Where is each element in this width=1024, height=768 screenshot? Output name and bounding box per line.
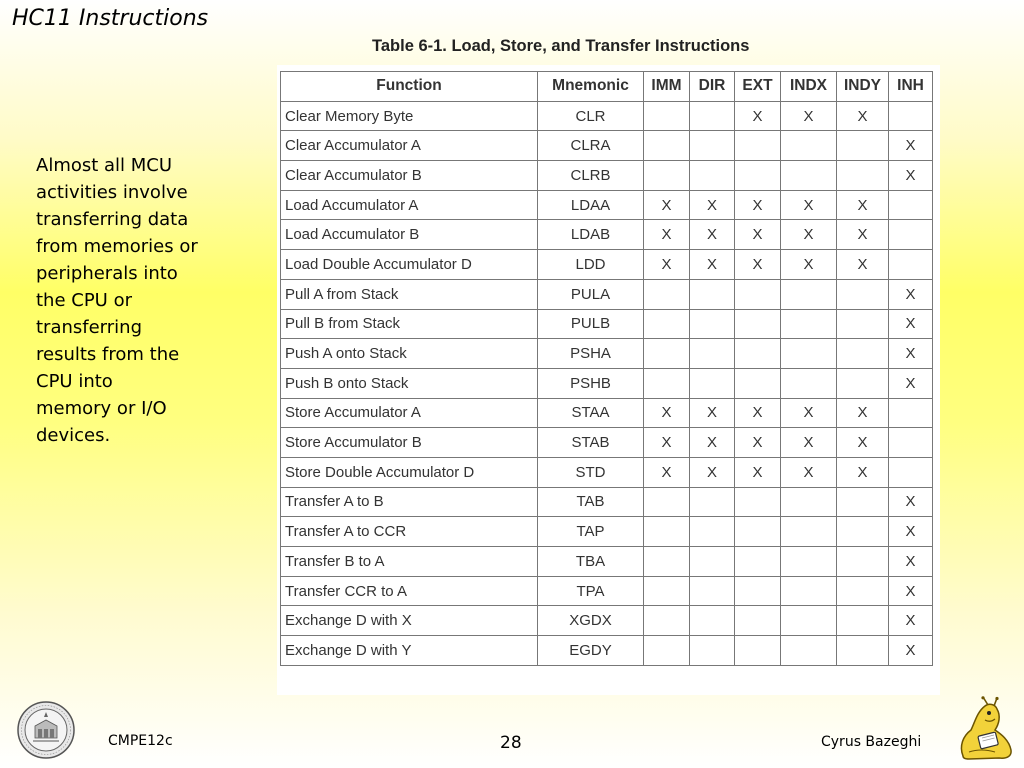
cell-mode-ext [735,517,781,547]
cell-mnemonic: EGDY [538,636,644,666]
table-header-row [281,72,933,102]
cell-mode-indx [781,161,837,191]
cell-mode-inh: X [889,487,933,517]
cell-mode-indx: X [781,428,837,458]
column-header-function: Function [281,72,538,102]
cell-mode-imm [644,576,690,606]
cell-mode-indx [781,279,837,309]
cell-mode-imm [644,279,690,309]
cell-mode-ext [735,279,781,309]
cell-mode-imm [644,606,690,636]
cell-mode-dir: X [690,428,735,458]
cell-mode-dir [690,279,735,309]
cell-mode-ext: X [735,428,781,458]
banana-slug-mascot-icon [955,696,1017,762]
table-row [281,161,933,191]
cell-mnemonic: LDAB [538,220,644,250]
cell-mode-imm: X [644,190,690,220]
footer-author: Cyrus Bazeghi [821,734,922,750]
cell-mode-inh: X [889,161,933,191]
cell-mode-ext [735,161,781,191]
table-row [281,250,933,280]
cell-mode-inh [889,428,933,458]
cell-mode-ext: X [735,101,781,131]
cell-function: Store Accumulator B [281,428,538,458]
cell-mnemonic: LDD [538,250,644,280]
university-seal-icon [16,700,76,760]
cell-mode-dir: X [690,250,735,280]
cell-mode-imm: X [644,250,690,280]
cell-mode-indx: X [781,190,837,220]
table-row [281,101,933,131]
cell-mode-indy [837,161,889,191]
cell-function: Transfer A to CCR [281,517,538,547]
cell-function: Transfer A to B [281,487,538,517]
cell-function: Transfer B to A [281,547,538,577]
footer-course: CMPE12c [108,733,173,749]
table-row [281,279,933,309]
cell-mode-dir [690,309,735,339]
cell-mode-imm [644,487,690,517]
cell-mode-imm [644,547,690,577]
cell-mode-indy [837,279,889,309]
cell-mode-inh [889,101,933,131]
cell-mode-inh: X [889,547,933,577]
table-row [281,220,933,250]
cell-mode-indy: X [837,428,889,458]
cell-mode-inh: X [889,606,933,636]
cell-mode-imm [644,309,690,339]
cell-mode-inh: X [889,279,933,309]
cell-mode-indx [781,309,837,339]
cell-mode-dir [690,339,735,369]
cell-mode-dir [690,606,735,636]
cell-mode-indy [837,547,889,577]
cell-mode-indx [781,636,837,666]
cell-mode-inh: X [889,339,933,369]
cell-mnemonic: CLRB [538,161,644,191]
cell-mode-ext [735,309,781,339]
cell-mode-ext [735,131,781,161]
cell-mode-dir: X [690,190,735,220]
cell-mode-indx [781,368,837,398]
cell-mnemonic: STAB [538,428,644,458]
cell-mode-indx: X [781,250,837,280]
cell-mode-inh: X [889,309,933,339]
cell-mnemonic: STD [538,457,644,487]
instruction-table [280,71,933,666]
cell-mode-imm [644,339,690,369]
cell-mode-inh [889,457,933,487]
cell-mode-indy: X [837,101,889,131]
cell-mode-imm [644,636,690,666]
cell-mode-indy [837,487,889,517]
cell-mode-indx: X [781,220,837,250]
cell-mode-dir [690,131,735,161]
cell-mnemonic: TAP [538,517,644,547]
cell-function: Push A onto Stack [281,339,538,369]
cell-function: Clear Accumulator B [281,161,538,191]
cell-mode-ext: X [735,190,781,220]
cell-function: Load Accumulator A [281,190,538,220]
column-header-mnemonic: Mnemonic [538,72,644,102]
cell-mode-indy: X [837,250,889,280]
cell-mode-ext: X [735,398,781,428]
cell-mode-indy [837,339,889,369]
table-row [281,636,933,666]
cell-mode-indy [837,309,889,339]
cell-function: Exchange D with X [281,606,538,636]
cell-mode-indx [781,606,837,636]
cell-function: Store Double Accumulator D [281,457,538,487]
column-header-dir: DIR [690,72,735,102]
cell-mode-dir: X [690,457,735,487]
table-row [281,398,933,428]
cell-mnemonic: PULA [538,279,644,309]
cell-mode-inh: X [889,368,933,398]
cell-mode-dir [690,161,735,191]
cell-mode-indx [781,576,837,606]
cell-mode-indx [781,517,837,547]
column-header-indy: INDY [837,72,889,102]
table-row [281,576,933,606]
cell-function: Exchange D with Y [281,636,538,666]
cell-mode-inh: X [889,517,933,547]
cell-function: Transfer CCR to A [281,576,538,606]
table-caption: Table 6-1. Load, Store, and Transfer Instructions [372,37,750,55]
cell-mnemonic: PSHA [538,339,644,369]
cell-mode-indy: X [837,220,889,250]
cell-mnemonic: CLR [538,101,644,131]
cell-mode-imm [644,101,690,131]
cell-function: Pull B from Stack [281,309,538,339]
cell-mode-ext [735,576,781,606]
cell-mode-inh: X [889,131,933,161]
cell-mode-indy [837,131,889,161]
cell-mode-ext [735,487,781,517]
table-row [281,368,933,398]
cell-mnemonic: XGDX [538,606,644,636]
cell-mode-indx: X [781,398,837,428]
table-row [281,517,933,547]
cell-mode-indy: X [837,190,889,220]
cell-mode-inh [889,220,933,250]
cell-mnemonic: STAA [538,398,644,428]
cell-mnemonic: LDAA [538,190,644,220]
cell-mode-inh: X [889,576,933,606]
cell-function: Load Accumulator B [281,220,538,250]
cell-mnemonic: TAB [538,487,644,517]
cell-mnemonic: PULB [538,309,644,339]
table-row [281,487,933,517]
cell-mode-imm [644,131,690,161]
cell-mnemonic: PSHB [538,368,644,398]
page-number: 28 [500,733,522,753]
cell-mode-imm [644,368,690,398]
cell-mode-indy [837,606,889,636]
cell-mode-imm: X [644,457,690,487]
column-header-ext: EXT [735,72,781,102]
cell-mnemonic: TBA [538,547,644,577]
cell-mode-dir: X [690,398,735,428]
table-row [281,339,933,369]
cell-mode-dir [690,517,735,547]
cell-mode-imm: X [644,398,690,428]
cell-mode-indy [837,576,889,606]
slide-title: HC11 Instructions [12,6,209,31]
table-body [281,101,933,665]
cell-function: Push B onto Stack [281,368,538,398]
cell-function: Load Double Accumulator D [281,250,538,280]
cell-mode-dir [690,101,735,131]
cell-mode-dir [690,576,735,606]
cell-mode-ext [735,368,781,398]
table-row [281,309,933,339]
cell-mode-indx: X [781,101,837,131]
cell-function: Clear Accumulator A [281,131,538,161]
cell-mode-ext: X [735,220,781,250]
cell-mode-ext [735,636,781,666]
cell-mode-indy [837,636,889,666]
column-header-inh: INH [889,72,933,102]
cell-mode-inh: X [889,636,933,666]
cell-mode-dir: X [690,220,735,250]
cell-mnemonic: CLRA [538,131,644,161]
cell-mode-indx [781,131,837,161]
cell-mode-dir [690,636,735,666]
cell-mode-indx [781,547,837,577]
table-row [281,428,933,458]
cell-mode-inh [889,398,933,428]
cell-function: Store Accumulator A [281,398,538,428]
cell-mode-indx: X [781,457,837,487]
column-header-indx: INDX [781,72,837,102]
cell-function: Clear Memory Byte [281,101,538,131]
cell-mode-indx [781,339,837,369]
table-row [281,547,933,577]
cell-mode-imm [644,517,690,547]
table-row [281,190,933,220]
table-row [281,606,933,636]
cell-mode-ext [735,606,781,636]
cell-mnemonic: TPA [538,576,644,606]
cell-mode-inh [889,190,933,220]
cell-mode-indy: X [837,457,889,487]
cell-mode-dir [690,368,735,398]
cell-mode-dir [690,487,735,517]
cell-mode-dir [690,547,735,577]
table-row [281,457,933,487]
cell-mode-ext: X [735,457,781,487]
column-header-imm: IMM [644,72,690,102]
cell-mode-imm: X [644,220,690,250]
cell-mode-indy: X [837,398,889,428]
cell-mode-indy [837,517,889,547]
cell-mode-imm: X [644,428,690,458]
cell-mode-ext [735,339,781,369]
cell-mode-ext: X [735,250,781,280]
table-row [281,131,933,161]
cell-mode-imm [644,161,690,191]
cell-mode-ext [735,547,781,577]
cell-function: Pull A from Stack [281,279,538,309]
cell-mode-indx [781,487,837,517]
body-text: Almost all MCU activities involve transferring data from memories or peripherals into the CPU or transferring results from the CPU into memory or I/O devices. [36,155,198,446]
cell-mode-indy [837,368,889,398]
cell-mode-inh [889,250,933,280]
